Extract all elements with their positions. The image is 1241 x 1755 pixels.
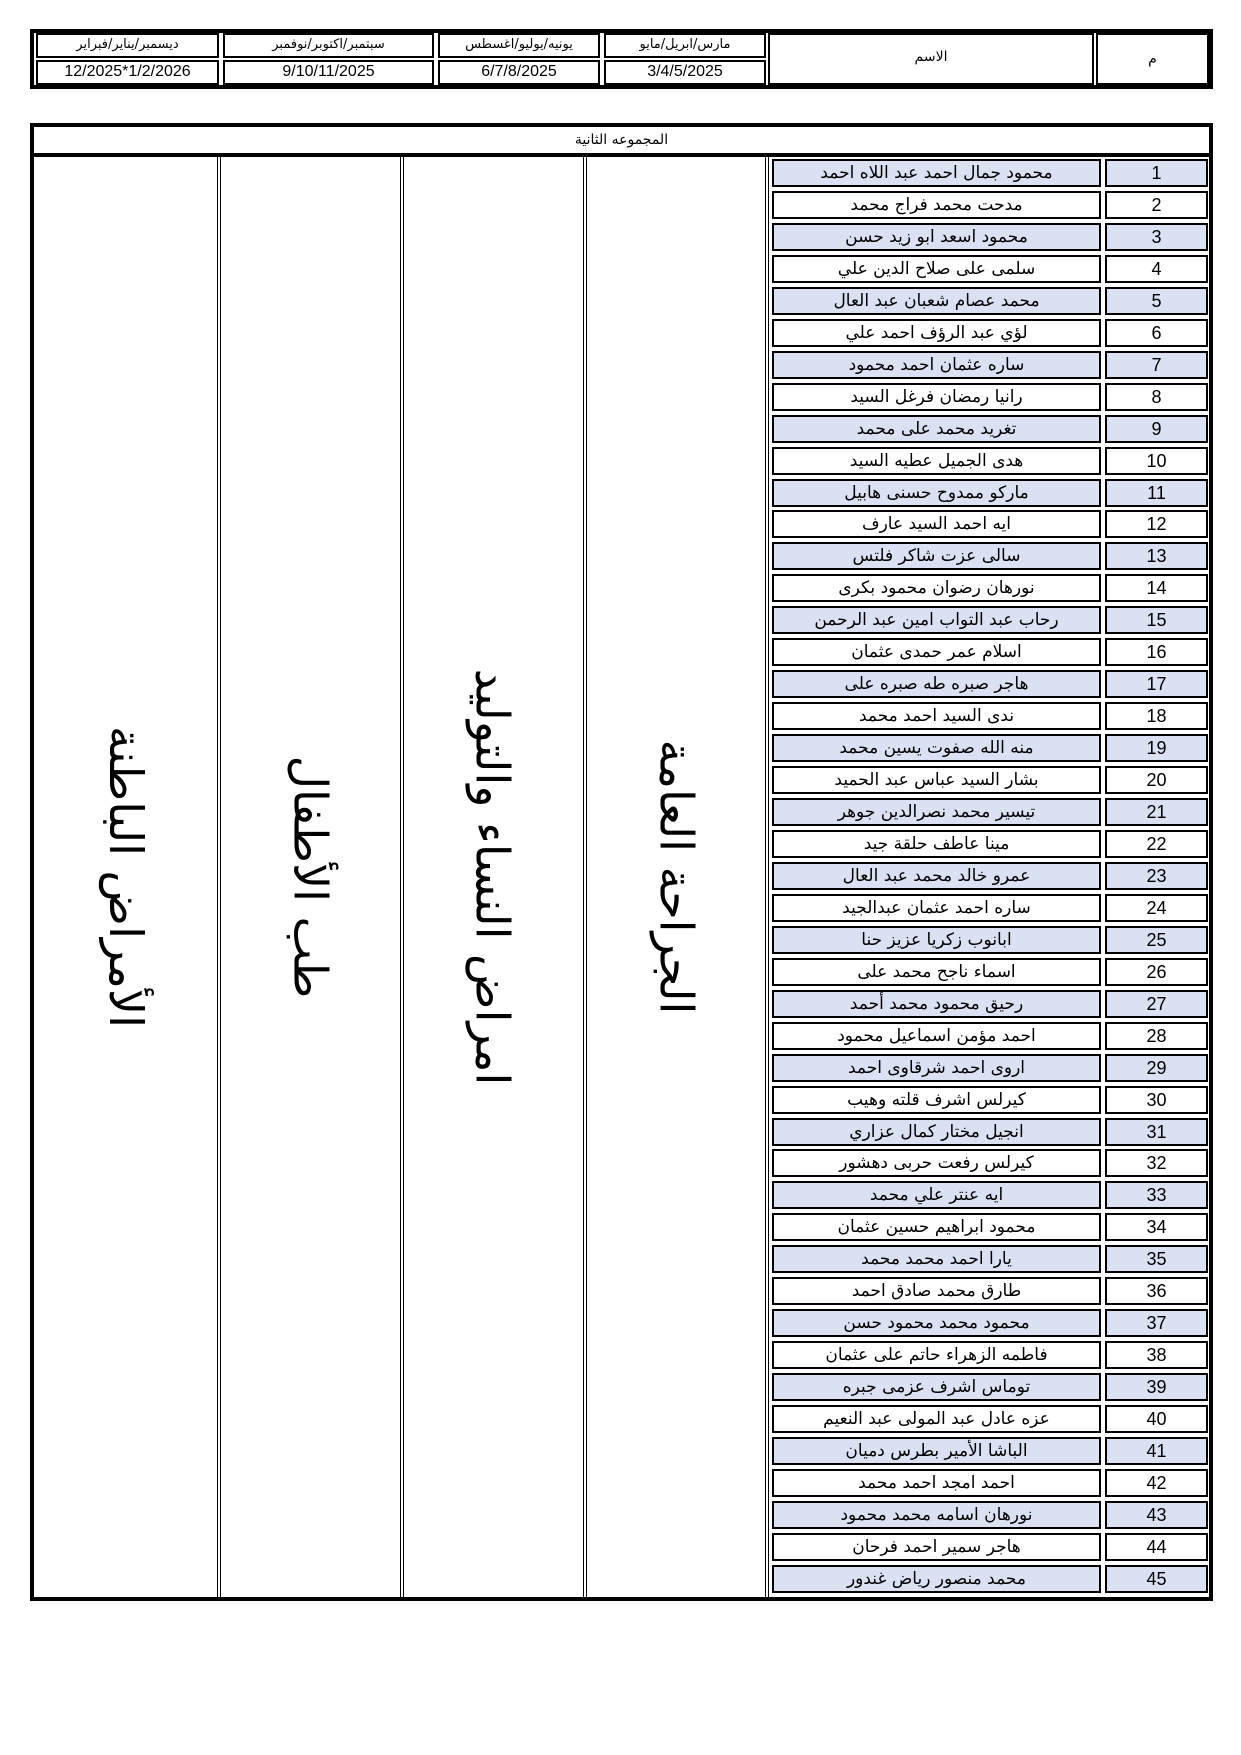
period-3-months: سبتمبر/اكتوبر/نوفمبر — [223, 33, 434, 58]
student-number: 38 — [1105, 1341, 1208, 1369]
student-name: سلمى على صلاح الدين علي — [772, 255, 1101, 283]
table-row — [770, 1371, 1209, 1403]
student-name: كيرلس رفعت حربى دهشور — [772, 1149, 1101, 1177]
period-3-dates: 9/10/11/2025 — [223, 60, 434, 85]
student-name: محمود جمال احمد عبد اللاه احمد — [772, 159, 1101, 187]
student-name: طارق محمد صادق احمد — [772, 1277, 1101, 1305]
student-name: مينا عاطف حلقة جيد — [772, 830, 1101, 858]
table-row — [770, 924, 1209, 956]
column-divider — [217, 157, 221, 1597]
student-number: 43 — [1105, 1501, 1208, 1529]
student-name: رحاب عبد التواب امين عبد الرحمن — [772, 606, 1101, 634]
student-name: محمد عصام شعبان عبد العال — [772, 287, 1101, 315]
student-name: ساره عثمان احمد محمود — [772, 351, 1101, 379]
student-number: 16 — [1105, 638, 1208, 666]
student-name: تيسير محمد نصرالدين جوهر — [772, 798, 1101, 826]
student-number: 32 — [1105, 1149, 1208, 1177]
student-name: لؤي عبد الرؤف احمد علي — [772, 319, 1101, 347]
department-label: الأمراض الباطنة — [99, 726, 153, 1028]
table-row — [770, 477, 1209, 509]
student-name: بشار السيد عباس عبد الحميد — [772, 766, 1101, 794]
table-row — [770, 189, 1209, 221]
table-row — [770, 1467, 1209, 1499]
department-general-surgery — [586, 157, 766, 1597]
student-number: 44 — [1105, 1533, 1208, 1561]
student-name: هاجر سمير احمد فرحان — [772, 1533, 1101, 1561]
department-internal-medicine — [36, 157, 216, 1597]
student-number: 7 — [1105, 351, 1208, 379]
period-1-dates: 3/4/5/2025 — [604, 60, 766, 85]
table-row — [770, 828, 1209, 860]
column-divider — [765, 157, 769, 1597]
student-name: عزه عادل عبد المولى عبد النعيم — [772, 1405, 1101, 1433]
student-number: 25 — [1105, 926, 1208, 954]
table-row — [770, 1339, 1209, 1371]
period-2-months: يونيه/يوليو/اغسطس — [438, 33, 600, 58]
table-row — [770, 1147, 1209, 1179]
table-row — [770, 349, 1209, 381]
student-name: انجيل مختار كمال عزاري — [772, 1118, 1101, 1146]
student-name: رانيا رمضان فرغل السيد — [772, 383, 1101, 411]
student-number: 39 — [1105, 1373, 1208, 1401]
student-name: سالى عزت شاكر فلتس — [772, 542, 1101, 570]
table-row — [770, 221, 1209, 253]
table-row — [770, 253, 1209, 285]
table-row — [770, 157, 1209, 189]
period-2-dates: 6/7/8/2025 — [438, 60, 600, 85]
student-number: 6 — [1105, 319, 1208, 347]
table-row — [770, 892, 1209, 924]
table-row — [770, 860, 1209, 892]
student-number: 19 — [1105, 734, 1208, 762]
student-name: ماركو ممدوح حسنى هابيل — [772, 479, 1101, 507]
department-pediatrics — [220, 157, 400, 1597]
table-row — [770, 956, 1209, 988]
student-name: نورهان اسامه محمد محمود — [772, 1501, 1101, 1529]
student-name: نورهان رضوان محمود بكرى — [772, 574, 1101, 602]
student-number: 24 — [1105, 894, 1208, 922]
student-number: 45 — [1105, 1565, 1208, 1593]
table-row — [770, 1116, 1209, 1148]
student-name: محمود محمد محمود حسن — [772, 1309, 1101, 1337]
table-row — [770, 1499, 1209, 1531]
student-number: 14 — [1105, 574, 1208, 602]
department-label: امراض النساء والتوليد — [465, 668, 519, 1086]
student-number: 2 — [1105, 191, 1208, 219]
student-number: 40 — [1105, 1405, 1208, 1433]
student-name: توماس اشرف عزمى جبره — [772, 1373, 1101, 1401]
student-number: 18 — [1105, 702, 1208, 730]
student-number: 26 — [1105, 958, 1208, 986]
student-name: اسماء ناجح محمد على — [772, 958, 1101, 986]
student-name: يارا احمد محمد محمد — [772, 1245, 1101, 1273]
student-name: تغريد محمد على محمد — [772, 415, 1101, 443]
table-row — [770, 381, 1209, 413]
schedule-header-table — [30, 29, 1213, 89]
student-number: 15 — [1105, 606, 1208, 634]
table-row — [770, 1531, 1209, 1563]
student-number: 33 — [1105, 1181, 1208, 1209]
department-label: الجراحة العامة — [649, 739, 703, 1015]
student-number: 27 — [1105, 990, 1208, 1018]
student-number: 9 — [1105, 415, 1208, 443]
student-number: 17 — [1105, 670, 1208, 698]
table-row — [770, 732, 1209, 764]
table-row — [770, 1563, 1209, 1595]
student-name: ساره احمد عثمان عبدالجيد — [772, 894, 1101, 922]
student-name: محمود ابراهيم حسين عثمان — [772, 1213, 1101, 1241]
column-divider — [583, 157, 587, 1597]
student-number: 4 — [1105, 255, 1208, 283]
student-name: هاجر صبره طه صبره على — [772, 670, 1101, 698]
table-row — [770, 1052, 1209, 1084]
student-number: 10 — [1105, 447, 1208, 475]
student-number: 23 — [1105, 862, 1208, 890]
table-row — [770, 1435, 1209, 1467]
student-name: ندى السيد احمد محمد — [772, 702, 1101, 730]
group-title: المجموعه الثانية — [34, 127, 1209, 157]
table-row — [770, 1084, 1209, 1116]
table-row — [770, 572, 1209, 604]
table-row — [770, 413, 1209, 445]
table-row — [770, 1020, 1209, 1052]
student-name: هدى الجميل عطيه السيد — [772, 447, 1101, 475]
table-row — [770, 285, 1209, 317]
student-name: احمد امجد احمد محمد — [772, 1469, 1101, 1497]
student-number: 13 — [1105, 542, 1208, 570]
student-number: 42 — [1105, 1469, 1208, 1497]
student-number: 35 — [1105, 1245, 1208, 1273]
table-row — [770, 1403, 1209, 1435]
period-4-months: ديسمبر/يناير/فبراير — [36, 33, 219, 58]
table-row — [770, 1275, 1209, 1307]
student-name: مدحت محمد فراج محمد — [772, 191, 1101, 219]
student-name: الباشا الأمير بطرس دميان — [772, 1437, 1101, 1465]
student-number: 1 — [1105, 159, 1208, 187]
group-schedule-table — [30, 123, 1213, 1601]
table-row — [770, 1243, 1209, 1275]
student-name: عمرو خالد محمد عبد العال — [772, 862, 1101, 890]
student-name: ايه عنتر علي محمد — [772, 1181, 1101, 1209]
student-number: 29 — [1105, 1054, 1208, 1082]
table-row — [770, 445, 1209, 477]
student-number: 22 — [1105, 830, 1208, 858]
table-row — [770, 668, 1209, 700]
table-row — [770, 636, 1209, 668]
student-number: 41 — [1105, 1437, 1208, 1465]
student-number: 5 — [1105, 287, 1208, 315]
student-number: 30 — [1105, 1086, 1208, 1114]
student-name: اسلام عمر حمدى عثمان — [772, 638, 1101, 666]
column-divider — [400, 157, 404, 1597]
table-row — [770, 540, 1209, 572]
header-index-label: م — [1096, 33, 1209, 85]
student-name: محمد منصور رياض غندور — [772, 1565, 1101, 1593]
table-row — [770, 604, 1209, 636]
student-number: 21 — [1105, 798, 1208, 826]
student-number: 11 — [1105, 479, 1208, 507]
table-row — [770, 1179, 1209, 1211]
student-number: 37 — [1105, 1309, 1208, 1337]
table-row — [770, 988, 1209, 1020]
table-row — [770, 1211, 1209, 1243]
student-number: 34 — [1105, 1213, 1208, 1241]
department-label: طب الأطفال — [283, 755, 337, 999]
student-name: محمود اسعد ابو زيد حسن — [772, 223, 1101, 251]
student-number: 12 — [1105, 510, 1208, 538]
student-number: 31 — [1105, 1118, 1208, 1146]
table-row — [770, 700, 1209, 732]
student-number: 8 — [1105, 383, 1208, 411]
student-name: كيرلس اشرف قلته وهيب — [772, 1086, 1101, 1114]
table-row — [770, 317, 1209, 349]
student-name: ايه احمد السيد عارف — [772, 510, 1101, 538]
student-name: فاطمه الزهراء حاتم على عثمان — [772, 1341, 1101, 1369]
student-name: اروى احمد شرقاوى احمد — [772, 1054, 1101, 1082]
student-number: 3 — [1105, 223, 1208, 251]
student-name: رحيق محمود محمد أحمد — [772, 990, 1101, 1018]
student-name: ابانوب زكريا عزيز حنا — [772, 926, 1101, 954]
student-name: احمد مؤمن اسماعيل محمود — [772, 1022, 1101, 1050]
header-name-label: الاسم — [768, 33, 1094, 85]
department-obstetrics-gynecology — [402, 157, 582, 1597]
student-number: 20 — [1105, 766, 1208, 794]
table-row — [770, 508, 1209, 540]
table-row — [770, 796, 1209, 828]
student-number: 36 — [1105, 1277, 1208, 1305]
table-row — [770, 1307, 1209, 1339]
period-4-dates: 12/2025*1/2/2026 — [36, 60, 219, 85]
student-name: منه الله صفوت يسين محمد — [772, 734, 1101, 762]
period-1-months: مارس/ابريل/مايو — [604, 33, 766, 58]
table-row — [770, 764, 1209, 796]
student-number: 28 — [1105, 1022, 1208, 1050]
